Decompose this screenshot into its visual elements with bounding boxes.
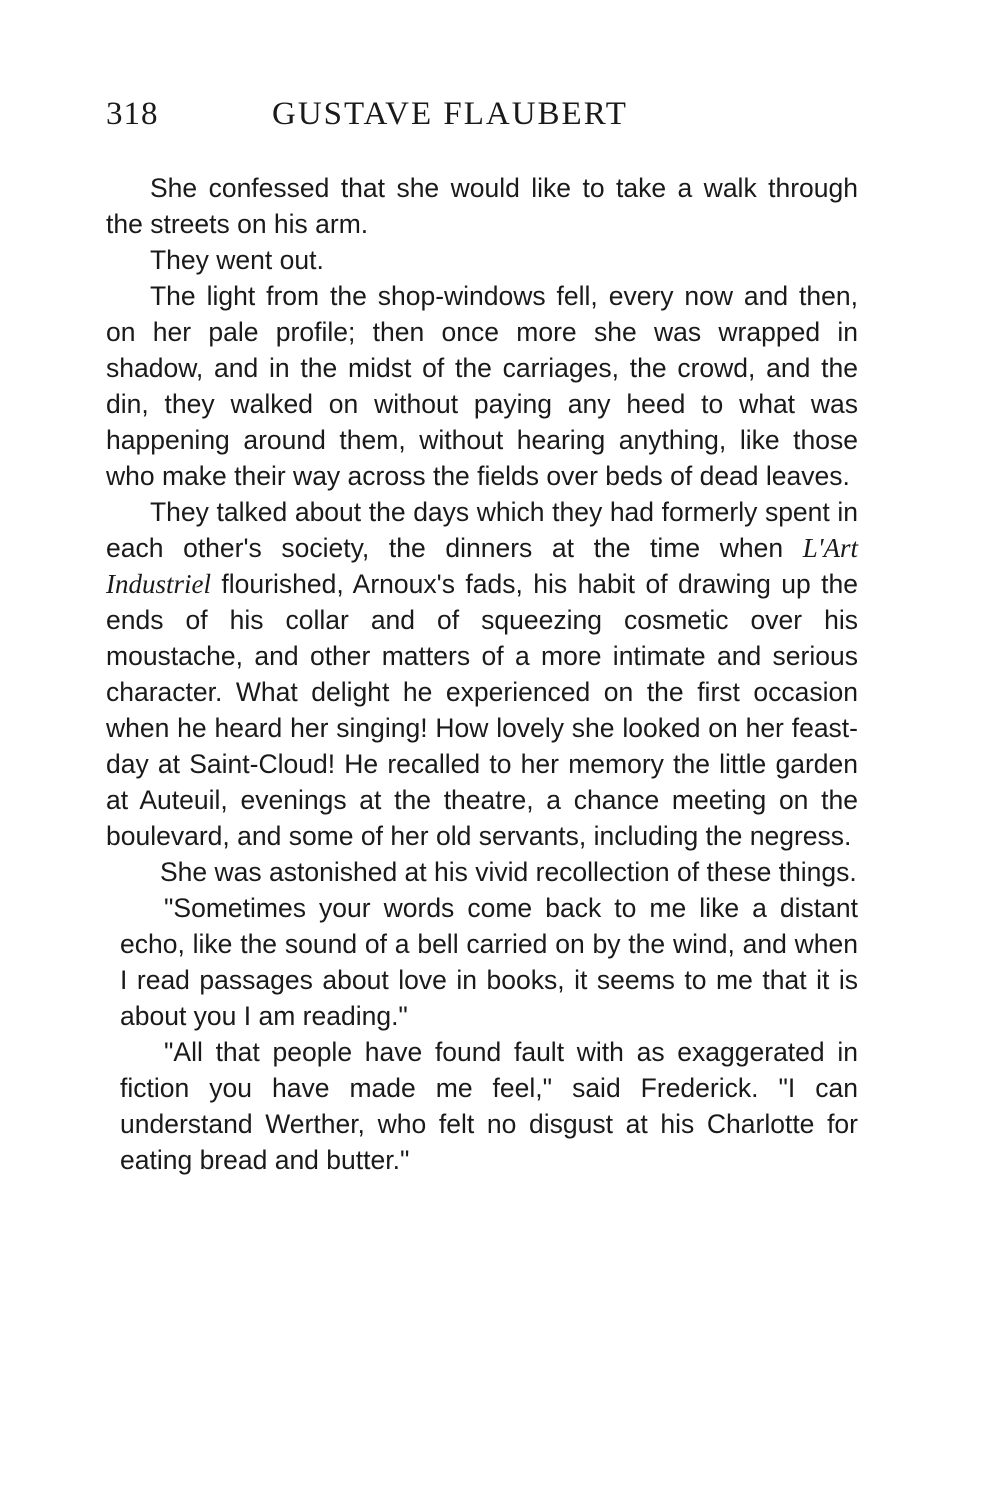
paragraph: "Sometimes your words come back to me like a distant echo, like the sound of a bell carried on by the wind, and when I read passages about love in books, it seems to me that it is about you I am reading.": [120, 893, 858, 1031]
paragraph: The light from the shop-windows fell, every now and then, on her pale profile; then once more she was wrapped in shadow, and in the midst of the carriages, the crowd, and the din, they walked on without paying any heed to what was happening around them, without hearing anything, like those who make their way across the fields over beds of dead leaves.: [106, 281, 858, 491]
paragraph: They went out.: [150, 245, 324, 275]
paragraph: "All that people have found fault with as exaggerated in fiction you have made me feel," said Frederick. "I can understand Werther, who felt no disgust at his Charlotte for eating bread and butter.": [120, 1037, 858, 1175]
paragraph-text: They talked about the days which they had formerly spent in each other's society, the dinners at the time when: [106, 497, 858, 563]
italic-title: L'Art Industriel: [106, 533, 858, 599]
paragraph: She confessed that she would like to take a walk through the streets on his arm.: [106, 173, 858, 239]
page-number: 318: [106, 96, 159, 132]
paragraph: [106, 494, 858, 854]
paragraph: She was astonished at his vivid recollection of these things.: [160, 857, 857, 887]
body-text: [106, 170, 858, 1178]
page-header: [106, 96, 866, 146]
running-title: GUSTAVE FLAUBERT: [272, 96, 628, 132]
paragraph-text: flourished, Arnoux's fads, his habit of drawing up the ends of his collar and of squeezing cosmetic over his moustache, and other matters of a more intimate and serious character. What delight he experienced on the first occasion when he heard her singing! How lovely she looked on her feast-day at Saint-Cloud! He recalled to her memory the little garden at Auteuil, evenings at the theatre, a chance meeting on the boulevard, and some of her old servants, including the negress.: [106, 569, 858, 851]
